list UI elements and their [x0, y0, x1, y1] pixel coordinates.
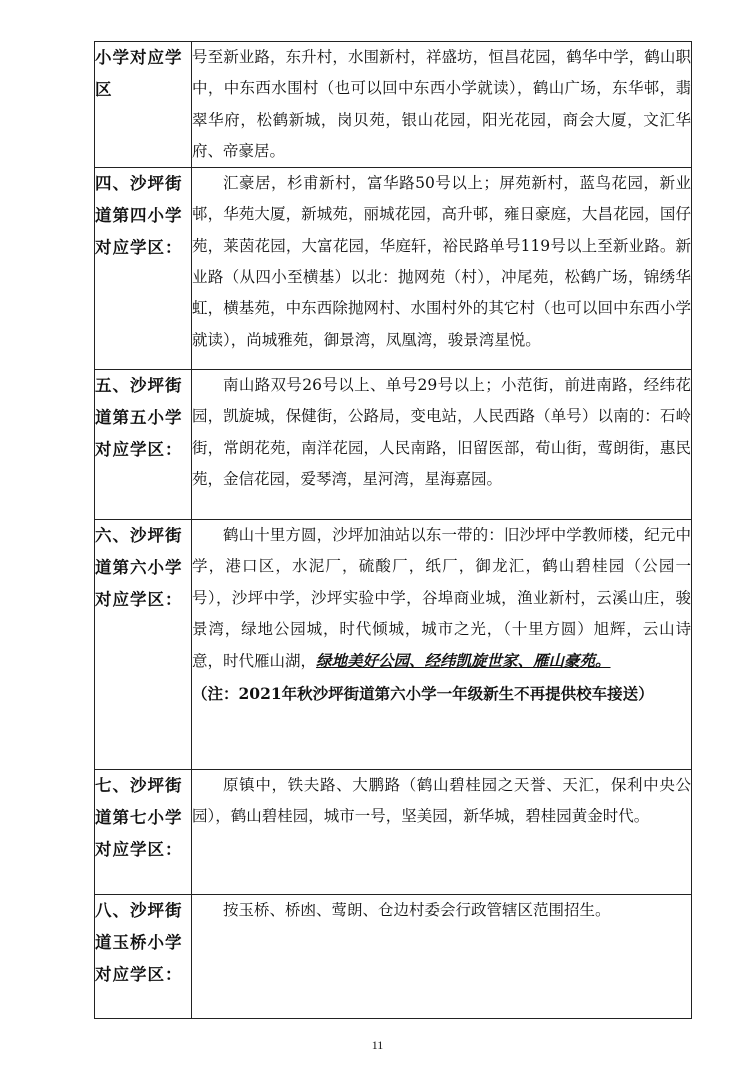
zone-note: （注：2021年秋沙坪街道第六小学一年级新生不再提供校车接送） [192, 683, 654, 703]
zone-text-main: 鹤山十里方圆，沙坪加油站以东一带的：旧沙坪中学教师楼，纪元中学，港口区，水泥厂，硫酸厂，纸厂，御龙汇，鹤山碧桂园（公园一号），沙坪中学，沙坪实验中学，谷埠商业城，渔业新村，云溪山庄，骏景湾，绿地公园城，时代倾城，城市之光，（十里方圆）旭辉，云山诗意，时代雁山湖， [192, 526, 691, 671]
zone-desc-cell [192, 42, 692, 168]
zone-name-cell: 七、沙坪街道第七小学对应学区： [95, 770, 192, 895]
zone-text: 号至新业路，东升村，水围新村，祥盛坊，恒昌花园，鹤华中学，鹤山职中，中东西水围村（也可以回中东西小学就读），鹤山广场，东华邨，翡翠华府，松鹤新城，岗贝苑，银山花园，阳光花园，商会大厦，文汇华府、帝豪居。 [192, 48, 691, 160]
table-row [95, 42, 692, 168]
table-row [95, 168, 692, 370]
zone-text [192, 520, 691, 677]
table-row [95, 520, 692, 770]
zone-text-highlight: 绿地美好公园、经纬凯旋世家、雁山豪苑。 [316, 651, 611, 671]
school-zone-table [94, 41, 692, 1019]
zone-text: 汇豪居，杉甫新村，富华路50号以上；屏苑新村，蓝鸟花园，新业邨，华苑大厦，新城苑，丽城花园，高升邨，雍日豪庭，大昌花园，国仔苑，莱茵花园，大富花园，华庭轩，裕民路单号119号以上至新业路。新业路（从四小至横基）以北：抛网苑（村），冲尾苑，松鹤广场，锦绣华虹，横基苑，中东西除抛网村、水围村外的其它村（也可以回中东西小学就读），尚城雅苑，御景湾，凤凰湾，骏景湾星悦。 [192, 174, 691, 349]
zone-name-cell: 六、沙坪街道第六小学对应学区： [95, 520, 192, 770]
zone-desc-cell [192, 520, 692, 770]
zone-name-cell: 四、沙坪街道第四小学对应学区： [95, 168, 192, 370]
zone-name-cell: 五、沙坪街道第五小学对应学区： [95, 370, 192, 520]
zone-text: 南山路双号26号以上、单号29号以上；小范街，前进南路，经纬花园，凯旋城，保健街，公路局，变电站，人民西路（单号）以南的：石岭街，常朗花苑，南洋花园，人民南路，旧留医部，荀山街，莺朗街，惠民苑，金信花园，爱琴湾，星河湾，星海嘉园。 [192, 376, 691, 489]
zone-desc-cell [192, 168, 692, 370]
zone-name-cell: 小学对应学区 [95, 42, 192, 168]
zone-name-cell: 八、沙坪街道玉桥小学对应学区： [95, 895, 192, 1019]
table-row [95, 770, 692, 895]
zone-desc-cell [192, 895, 692, 1019]
page-number: 11 [371, 1038, 384, 1052]
table-row [95, 895, 692, 1019]
table-row [95, 370, 692, 520]
zone-text: 按玉桥、桥凼、莺朗、仓边村委会行政管辖区范围招生。 [223, 901, 611, 920]
zone-desc-cell [192, 770, 692, 895]
zone-desc-cell [192, 370, 692, 520]
zone-text: 原镇中，铁夫路、大鹏路（鹤山碧桂园之天誉、天汇，保利中央公园），鹤山碧桂园，城市一号，坚美园，新华城，碧桂园黄金时代。 [192, 776, 691, 826]
